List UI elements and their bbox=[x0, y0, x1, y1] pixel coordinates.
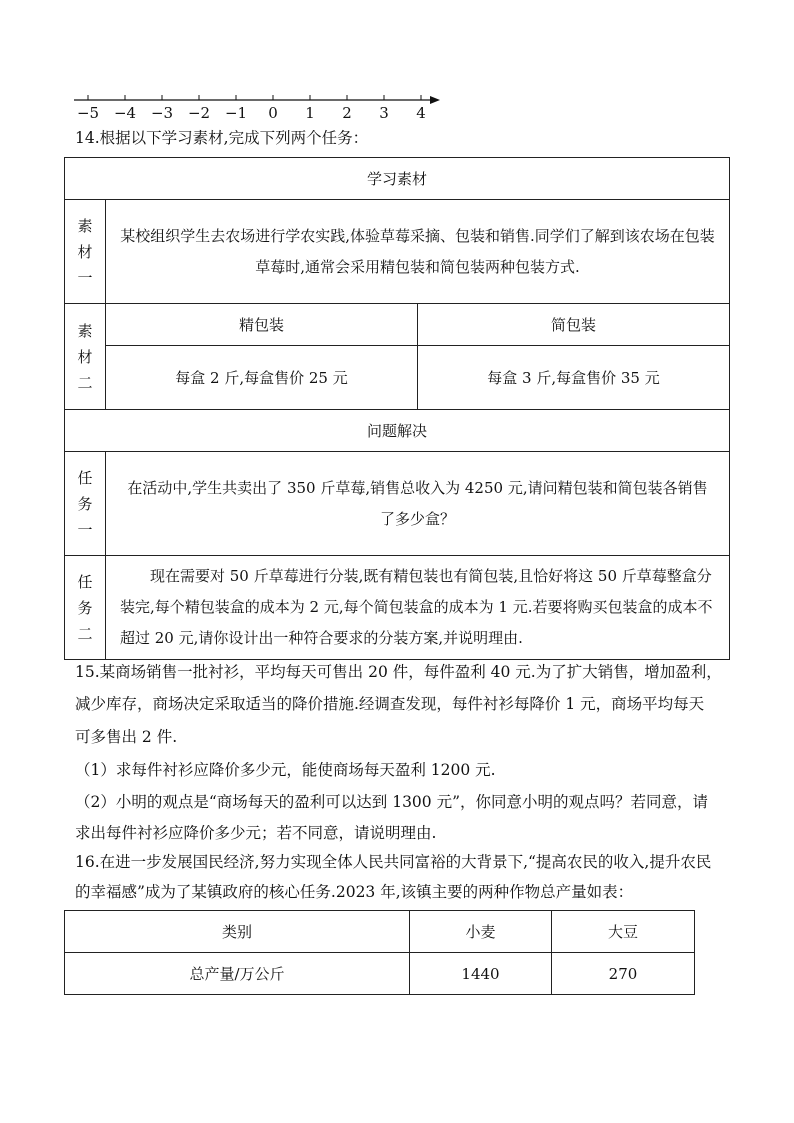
task1-text: 在活动中,学生共卖出了 350 斤草莓,销售总收入为 4250 元,请问精包装和简包装各销售了多少盒？ bbox=[106, 452, 730, 556]
wheat-value: 1440 bbox=[410, 953, 552, 995]
q15-sub2-line1: （2）小明的观点是“商场每天的盈利可以达到 1300 元”，你同意小明的观点吗？若同意，请 bbox=[75, 793, 709, 811]
number-line-label: 1 bbox=[305, 104, 315, 122]
q16-table bbox=[64, 910, 695, 995]
q16-line2: 的幸福感”成为了某镇政府的核心任务.2023 年,该镇主要的两种作物总产量如表： bbox=[75, 883, 634, 901]
number-line-label: 4 bbox=[416, 104, 426, 122]
task2-text: 现在需要对 50 斤草莓进行分装,既有精包装也有简包装,且恰好将这 50 斤草莓整盒分装完,每个精包装盒的成本为 2 元,每个简包装盒的成本为 1 元.若要将购买包装盒的成本不超过 20 元,请你设计出一种符合要求的分装方案,并说明理由. bbox=[106, 556, 730, 660]
number-line-label: −1 bbox=[224, 104, 248, 122]
number-line-label: 0 bbox=[268, 104, 278, 122]
header-soybean: 大豆 bbox=[552, 911, 695, 953]
row-label-total-output: 总产量/万公斤 bbox=[65, 953, 410, 995]
simple-pack-desc: 每盒 3 斤,每盒售价 35 元 bbox=[418, 346, 730, 410]
material1-label: 素 材 一 bbox=[65, 200, 106, 304]
simple-pack-header: 简包装 bbox=[418, 304, 730, 346]
q14-intro: 14.根据以下学习素材,完成下列两个任务： bbox=[75, 129, 369, 147]
heading-materials: 学习素材 bbox=[65, 158, 730, 200]
number-line-label: −2 bbox=[187, 104, 211, 122]
q15-sub1: （1）求每件衬衫应降价多少元，能使商场每天盈利 1200 元. bbox=[75, 761, 496, 779]
number-line-arrow bbox=[430, 96, 440, 104]
header-wheat: 小麦 bbox=[410, 911, 552, 953]
q15-line2: 减少库存，商场决定采取适当的降价措施.经调查发现，每件衬衫每降价 1 元，商场平均每天 bbox=[75, 695, 705, 713]
heading-problems: 问题解决 bbox=[65, 410, 730, 452]
number-line-label: 2 bbox=[342, 104, 352, 122]
number-line-label: −3 bbox=[150, 104, 174, 122]
header-category: 类别 bbox=[65, 911, 410, 953]
material1-text: 某校组织学生去农场进行学农实践,体验草莓采摘、包装和销售.同学们了解到该农场在包装草莓时,通常会采用精包装和简包装两种包装方式. bbox=[106, 200, 730, 304]
q15-line3: 可多售出 2 件. bbox=[75, 728, 178, 746]
q16-line1: 16.在进一步发展国民经济,努力实现全体人民共同富裕的大背景下,“提高农民的收入,提升农民 bbox=[75, 853, 712, 871]
fine-pack-header: 精包装 bbox=[106, 304, 418, 346]
number-line-label: 3 bbox=[379, 104, 389, 122]
number-line-label: −5 bbox=[76, 104, 100, 122]
material2-label: 素 材 二 bbox=[65, 304, 106, 410]
q15-line1: 15.某商场销售一批衬衫，平均每天可售出 20 件，每件盈利 40 元.为了扩大销售，增加盈利， bbox=[75, 663, 722, 681]
task1-label: 任 务 一 bbox=[65, 452, 106, 556]
number-line-label: −4 bbox=[113, 104, 137, 122]
number-line bbox=[68, 88, 448, 124]
task2-label: 任 务 二 bbox=[65, 556, 106, 660]
q15-sub2-line2: 求出每件衬衫应降价多少元；若不同意，请说明理由. bbox=[75, 824, 437, 842]
fine-pack-desc: 每盒 2 斤,每盒售价 25 元 bbox=[106, 346, 418, 410]
soybean-value: 270 bbox=[552, 953, 695, 995]
q14-table bbox=[64, 157, 730, 660]
